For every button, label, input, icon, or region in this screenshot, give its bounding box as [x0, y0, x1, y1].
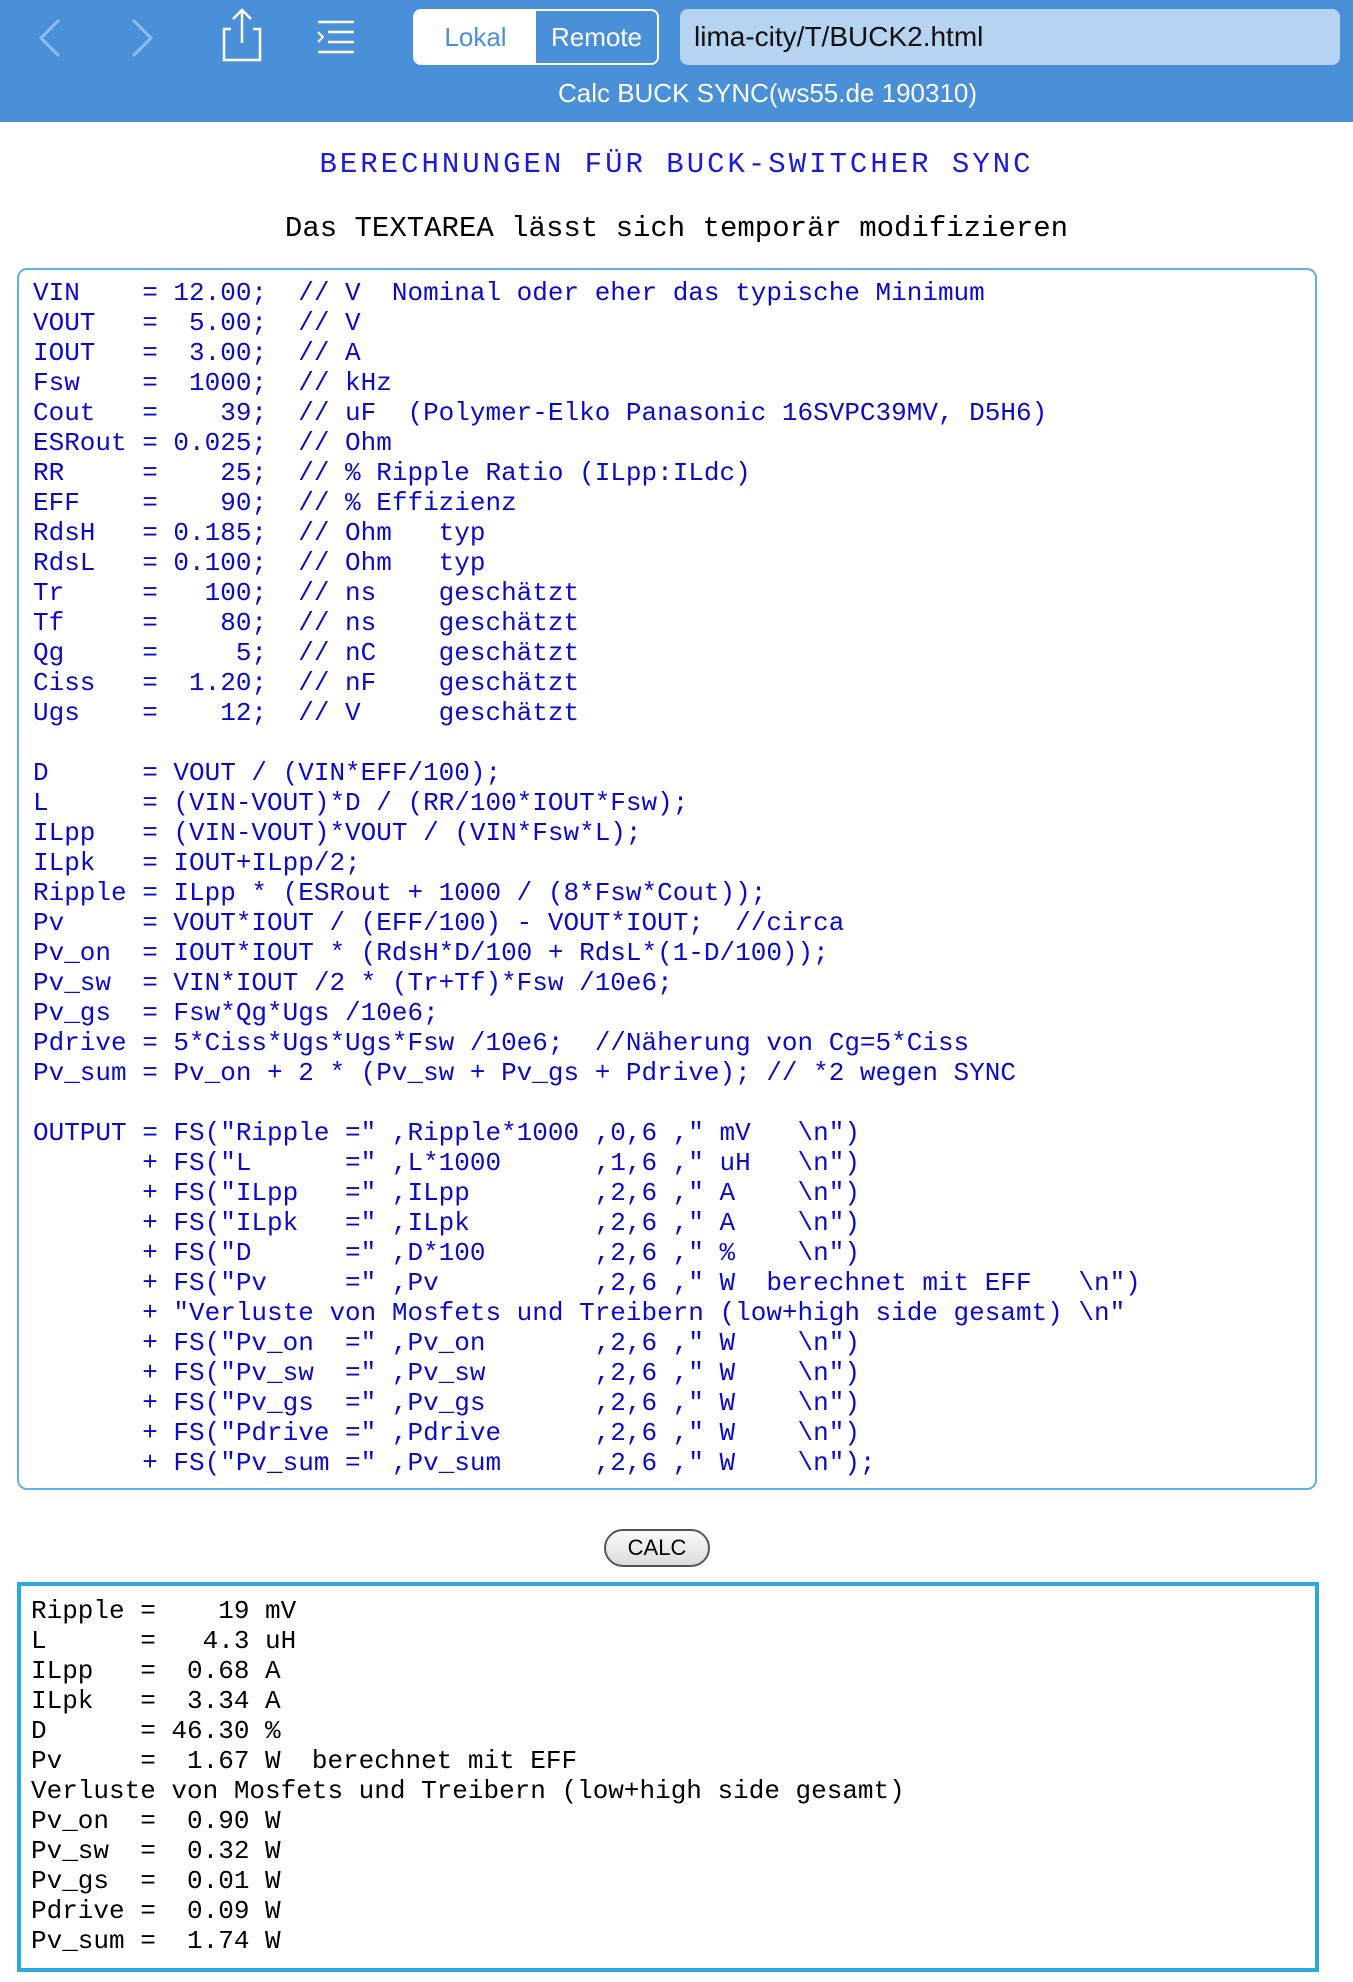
- formula-text: VIN = 12.00; // V Nominal oder eher das typische Minimum VOUT = 5.00; // V IOUT = 3.00; // A Fsw = 1000; // kHz Cout = 39; // uF (Polymer-Elko Panasonic 16SVPC39MV, D5H6) ESRout = 0.025; // Ohm RR = 25; // % Ripple Ratio (ILpp:ILdc) EFF = 90; // % Effizienz RdsH = 0.185; // Ohm typ RdsL = 0.100; // Ohm typ Tr = 100; // ns geschätzt Tf = 80; // ns geschätzt Qg = 5; // nC geschätzt Ciss = 1.20; // nF geschätzt Ugs = 12; // V geschätzt D = VOUT / (VIN*EFF/100); L = (VIN-VOUT)*D / (RR/100*IOUT*Fsw); ILpp = (VIN-VOUT)*VOUT / (VIN*Fsw*L); ILpk = IOUT+ILpp/2; Ripple = ILpp * (ESRout + 1000 / (8*Fsw*Cout)); Pv = VOUT*IOUT / (EFF/100) - VOUT*IOUT; //circa Pv_on = IOUT*IOUT * (RdsH*D/100 + RdsL*(1-D/100)); Pv_sw = VIN*IOUT /2 * (Tr+Tf)*Fsw /10e6; Pv_gs = Fsw*Qg*Ugs /10e6; Pdrive = 5*Ciss*Ugs*Ugs*Fsw /10e6; //Näherung von Cg=5*Ciss Pv_sum = Pv_on + 2 * (Pv_sw + Pv_gs + Pdrive); // *2 wegen SYNC OUTPUT = FS("Ripple =" ,Ripple*1000 ,0,6 ," mV \n") + FS("L =" ,L*1000 ,1,6 ," uH \n") + FS("ILpp =" ,ILpp ,2,6 ," A \n") + FS("ILpk =" ,ILpk ,2,6 ," A \n") + FS("D =" ,D*100 ,2,6 ," % \n") + FS("Pv =" ,Pv ,2,6 ," W berechnet mit EFF \n") + "Verluste von Mosfets und Treibern (low+high side gesamt) \n" + FS("Pv_on =" ,Pv_on ,2,6 ," W \n") + FS("Pv_sw =" ,Pv_sw ,2,6 ," W \n") + FS("Pv_gs =" ,Pv_gs ,2,6 ," W \n") + FS("Pdrive =" ,Pdrive ,2,6 ," W \n") + FS("Pv_sum =" ,Pv_sum ,2,6 ," W \n");: [33, 278, 1141, 1478]
- output-text: Ripple = 19 mV L = 4.3 uH ILpp = 0.68 A ILpk = 3.34 A D = 46.30 % Pv = 1.67 W berechnet mit EFF Verluste von Mosfets und Treibern (low+high side gesamt) Pv_on = 0.90 W Pv_sw = 0.32 W Pv_gs = 0.01 W Pdrive = 0.09 W Pv_sum = 1.74 W: [31, 1596, 905, 1956]
- share-icon: [220, 7, 264, 63]
- list-button[interactable]: [310, 12, 362, 64]
- segment-remote[interactable]: Remote: [536, 11, 657, 63]
- browser-toolbar: [0, 0, 1353, 122]
- url-text: lima-city/T/BUCK2.html: [694, 21, 984, 52]
- formula-textarea[interactable]: [17, 268, 1317, 1490]
- page-subheading: Das TEXTAREA lässt sich temporär modifizieren: [284, 212, 1069, 245]
- back-button[interactable]: [24, 12, 76, 64]
- segment-lokal[interactable]: Lokal: [415, 11, 536, 63]
- share-button[interactable]: [216, 6, 268, 64]
- output-box: [17, 1582, 1319, 1972]
- forward-button[interactable]: [116, 12, 168, 64]
- page-title: BERECHNUNGEN FÜR BUCK-SWITCHER SYNC: [319, 148, 1034, 181]
- list-icon: [314, 18, 358, 58]
- location-segmented-control: [413, 9, 659, 65]
- page-subtitle: Calc BUCK SYNC(ws55.de 190310): [557, 78, 978, 108]
- chevron-left-icon: [35, 16, 65, 60]
- chevron-right-icon: [127, 16, 157, 60]
- url-field[interactable]: [680, 9, 1340, 65]
- calc-button[interactable]: CALC: [604, 1529, 710, 1567]
